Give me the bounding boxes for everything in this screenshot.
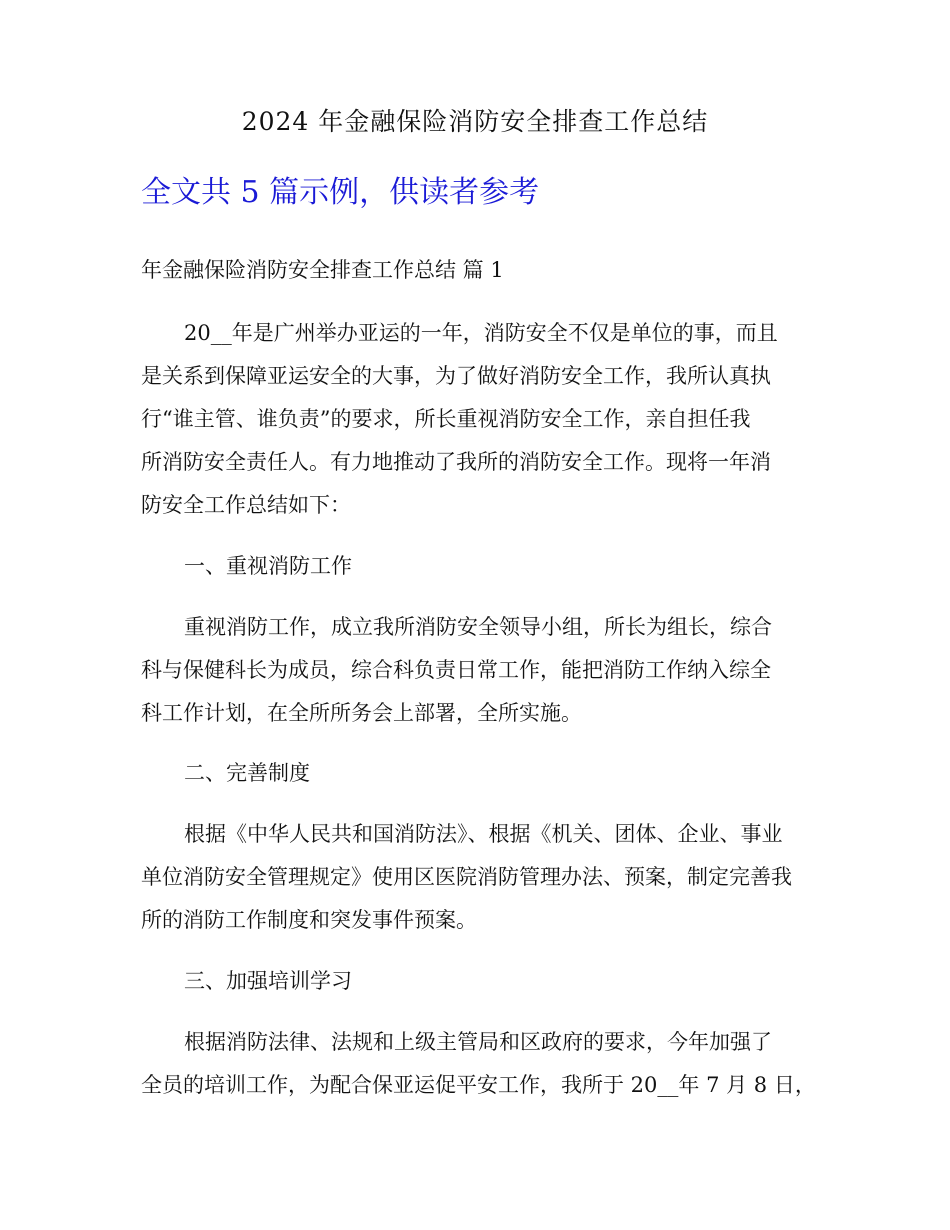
paragraph-line: 全员的培训工作，为配合保亚运促平安工作，我所于 20__年 7 月 8 日， [141,1073,816,1097]
paragraph-line: 科与保健科长为成员，综合科负责日常工作，能把消防工作纳入综全 [141,658,771,682]
paragraph-line: 20__年是广州举办亚运的一年，消防安全不仅是单位的事，而且 [184,321,778,345]
paragraph-line: 根据消防法律、法规和上级主管局和区政府的要求，今年加强了 [184,1030,772,1054]
paragraph-line: 重视消防工作，成立我所消防安全领导小组，所长为组长，综合 [184,615,772,639]
paragraph-line: 是关系到保障亚运安全的大事，为了做好消防安全工作，我所认真执 [141,364,771,388]
subsection-heading: 二、完善制度 [184,761,310,785]
paragraph-line: 所消防安全责任人。有力地推动了我所的消防安全工作。现将一年消 [141,450,771,474]
paragraph-line: 行“谁主管、谁负责”的要求，所长重视消防安全工作，亲自担任我 [141,407,751,431]
subsection-heading: 三、加强培训学习 [184,969,352,993]
section-heading: 年金融保险消防安全排查工作总结 篇 1 [141,258,504,282]
paragraph-line: 防安全工作总结如下： [141,493,351,517]
paragraph-line: 单位消防安全管理规定》使用区医院消防管理办法、预案，制定完善我 [141,865,792,889]
subsection-heading: 一、重视消防工作 [184,554,352,578]
document-title: 2024 年金融保险消防安全排查工作总结 [241,107,709,136]
paragraph-line: 科工作计划，在全所所务会上部署，全所实施。 [141,701,582,725]
paragraph-line: 根据《中华人民共和国消防法》、根据《机关、团体、企业、事业 [184,822,783,846]
document-subtitle: 全文共 5 篇示例，供读者参考 [141,175,540,210]
paragraph-line: 所的消防工作制度和突发事件预案。 [141,908,477,932]
